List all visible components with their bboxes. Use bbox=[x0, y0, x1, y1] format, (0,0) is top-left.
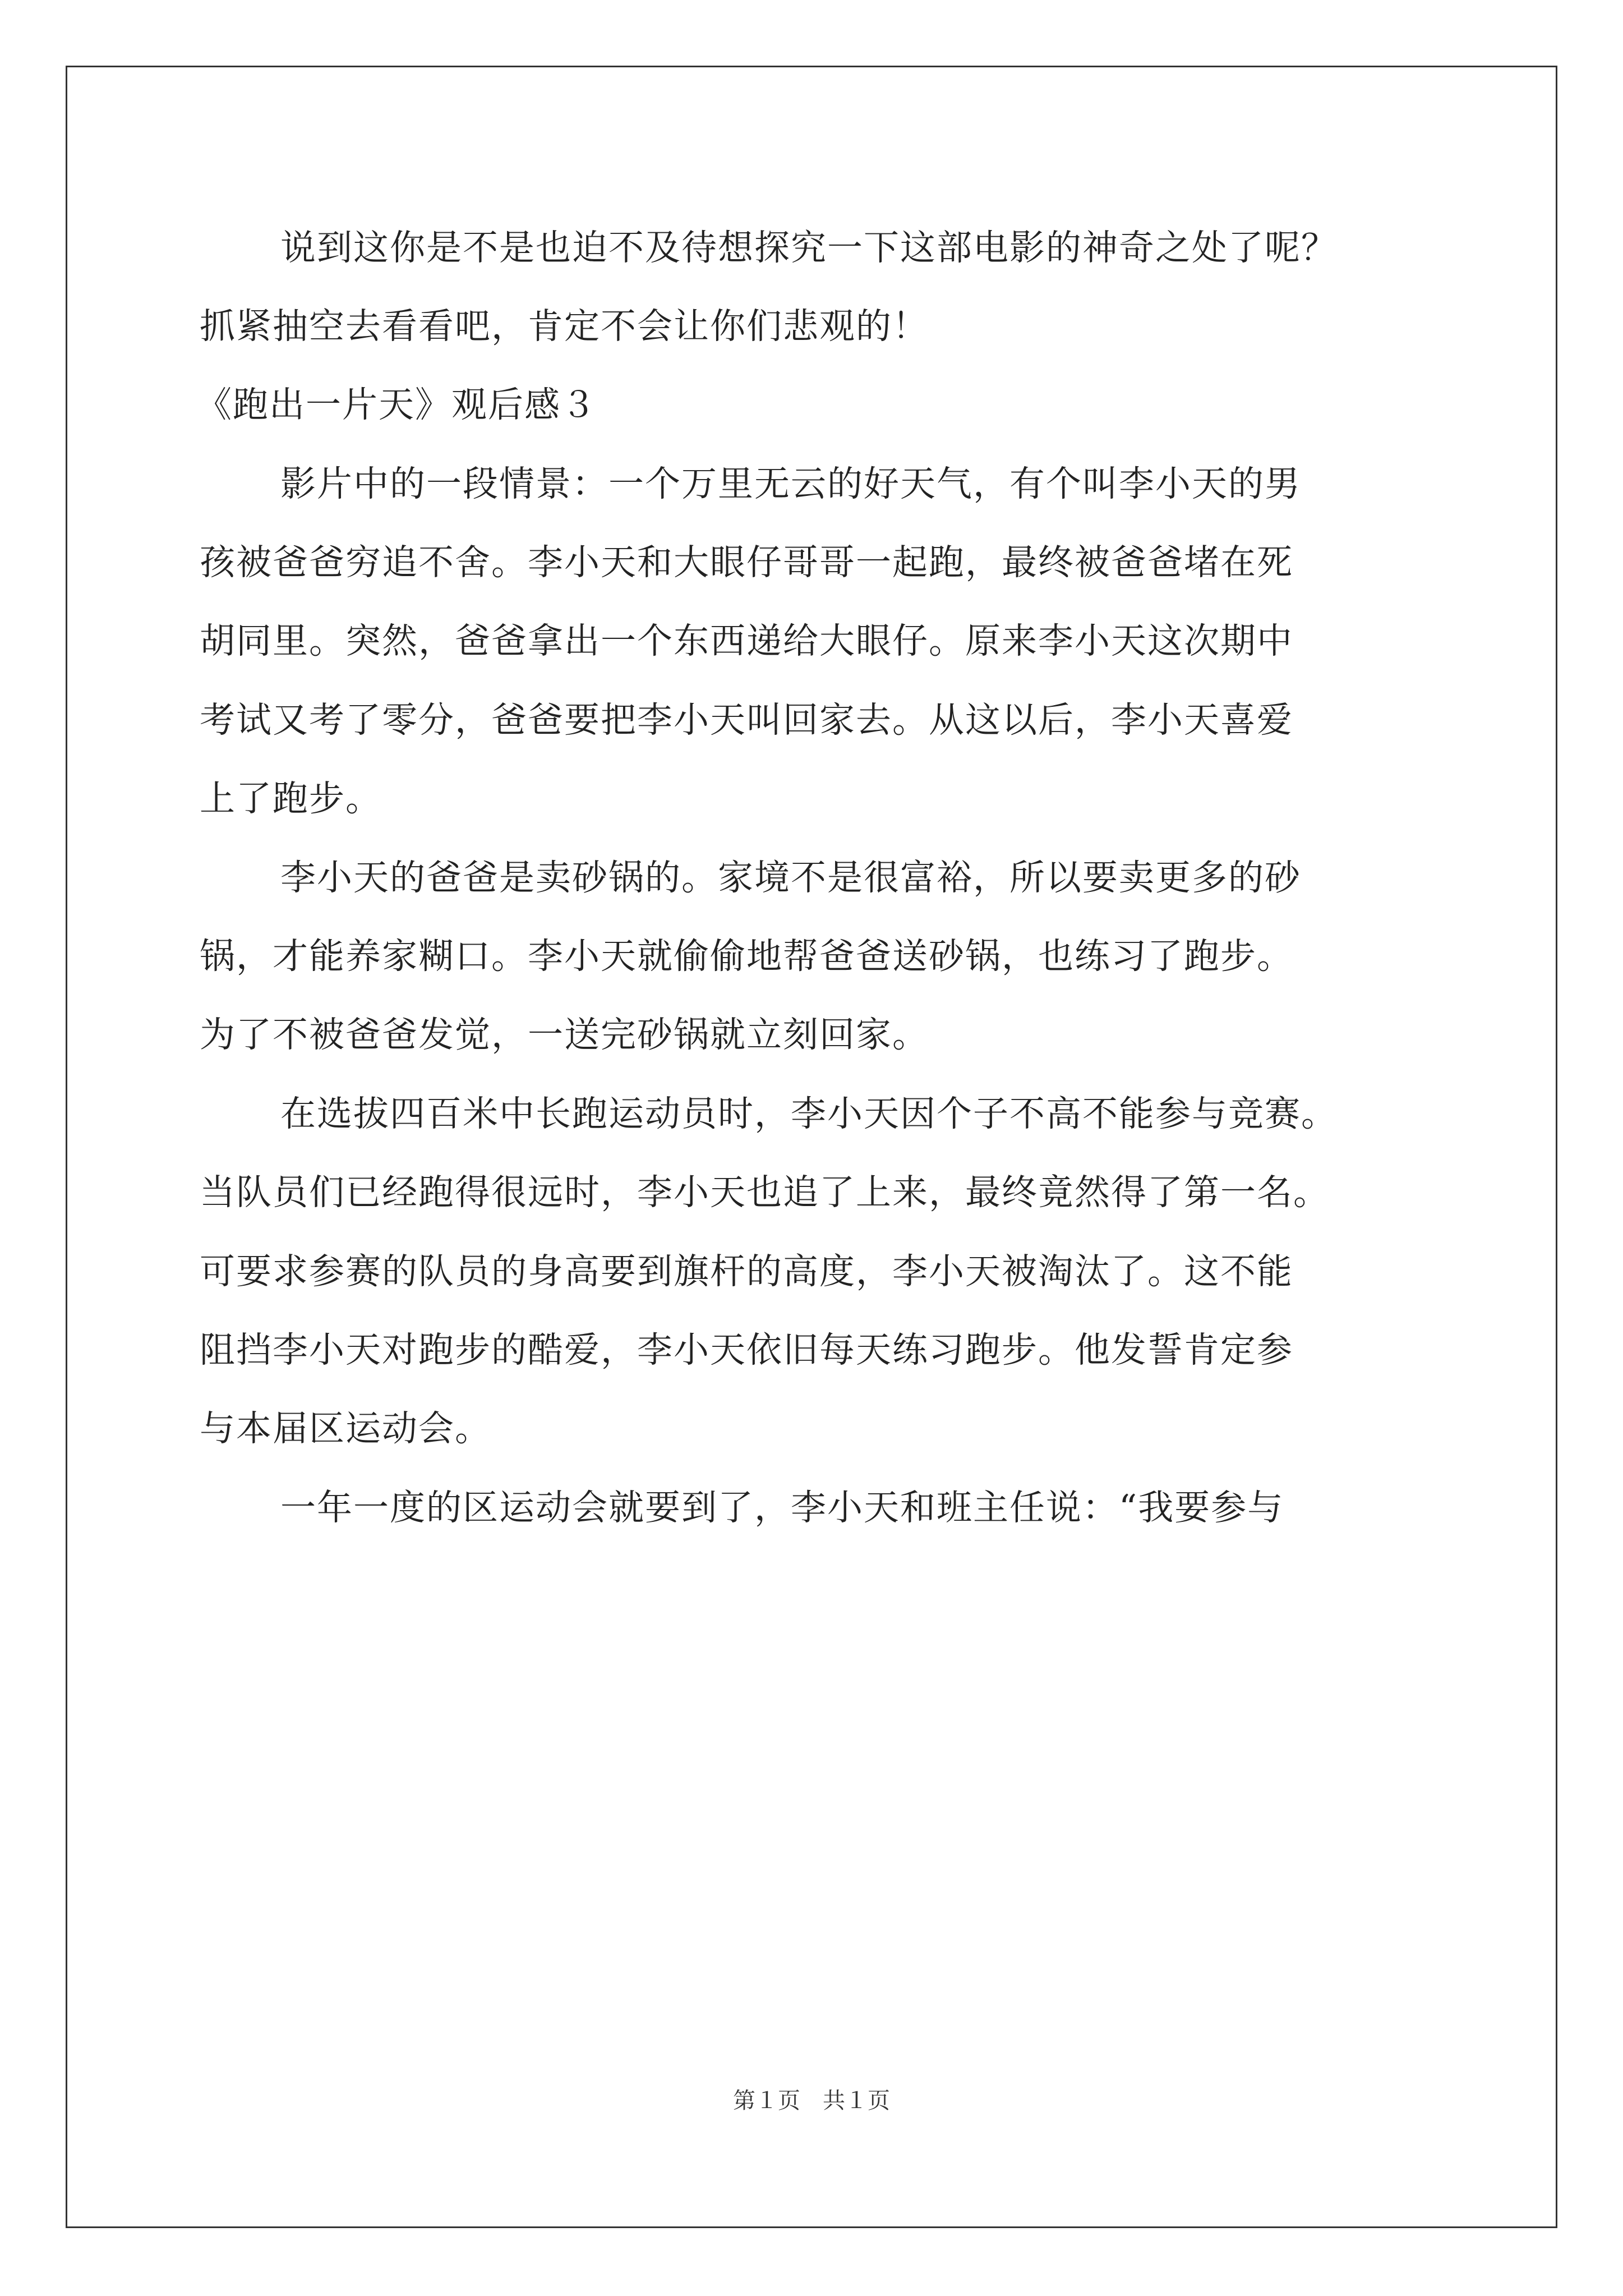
paragraph-2-line-3: 胡同里。突然，爸爸拿出一个东西递给大眼仔。原来李小天这次期中 bbox=[200, 620, 1293, 661]
paragraph-3-line-2: 锅，才能养家糊口。李小天就偷偷地帮爸爸送砂锅，也练习了跑步。 bbox=[200, 936, 1293, 977]
section-title: 《跑出一片天》观后感３ bbox=[196, 384, 597, 425]
paragraph-4-line-3: 可要求参赛的队员的身高要到旗杆的高度，李小天被淘汰了。这不能 bbox=[200, 1251, 1293, 1292]
paragraph-4-line-4: 阻挡李小天对跑步的酷爱，李小天依旧每天练习跑步。他发誓肯定参 bbox=[200, 1329, 1293, 1370]
paragraph-4-line-5: 与本届区运动会。 bbox=[200, 1408, 491, 1449]
paragraph-1-line-1: 说到这你是不是也迫不及待想探究一下这部电影的神奇之处了呢？ bbox=[280, 227, 1338, 268]
paragraph-2-line-4: 考试又考了零分，爸爸要把李小天叫回家去。从这以后，李小天喜爱 bbox=[200, 700, 1293, 740]
paragraph-3-line-1: 李小天的爸爸是卖砂锅的。家境不是很富裕，所以要卖更多的砂 bbox=[280, 857, 1301, 898]
paragraph-4-line-2: 当队员们已经跑得很远时，李小天也追了上来，最终竟然得了第一名。 bbox=[200, 1172, 1330, 1213]
page-footer: 第１页 共１页 bbox=[733, 2088, 890, 2114]
paragraph-5-line-1: 一年一度的区运动会就要到了，李小天和班主任说：“我要参与 bbox=[280, 1487, 1284, 1528]
paragraph-3-line-3: 为了不被爸爸发觉，一送完砂锅就立刻回家。 bbox=[200, 1014, 929, 1055]
paragraph-2-line-2: 孩被爸爸穷追不舍。李小天和大眼仔哥哥一起跑，最终被爸爸堵在死 bbox=[200, 542, 1293, 583]
paragraph-2-line-5: 上了跑步。 bbox=[200, 778, 382, 819]
paragraph-4-line-1: 在选拔四百米中长跑运动员时，李小天因个子不高不能参与竞赛。 bbox=[280, 1093, 1338, 1134]
paragraph-2-line-1: 影片中的一段情景：一个万里无云的好天气，有个叫李小天的男 bbox=[280, 463, 1301, 504]
paragraph-1-line-2: 抓紧抽空去看看吧，肯定不会让你们悲观的！ bbox=[200, 306, 929, 347]
